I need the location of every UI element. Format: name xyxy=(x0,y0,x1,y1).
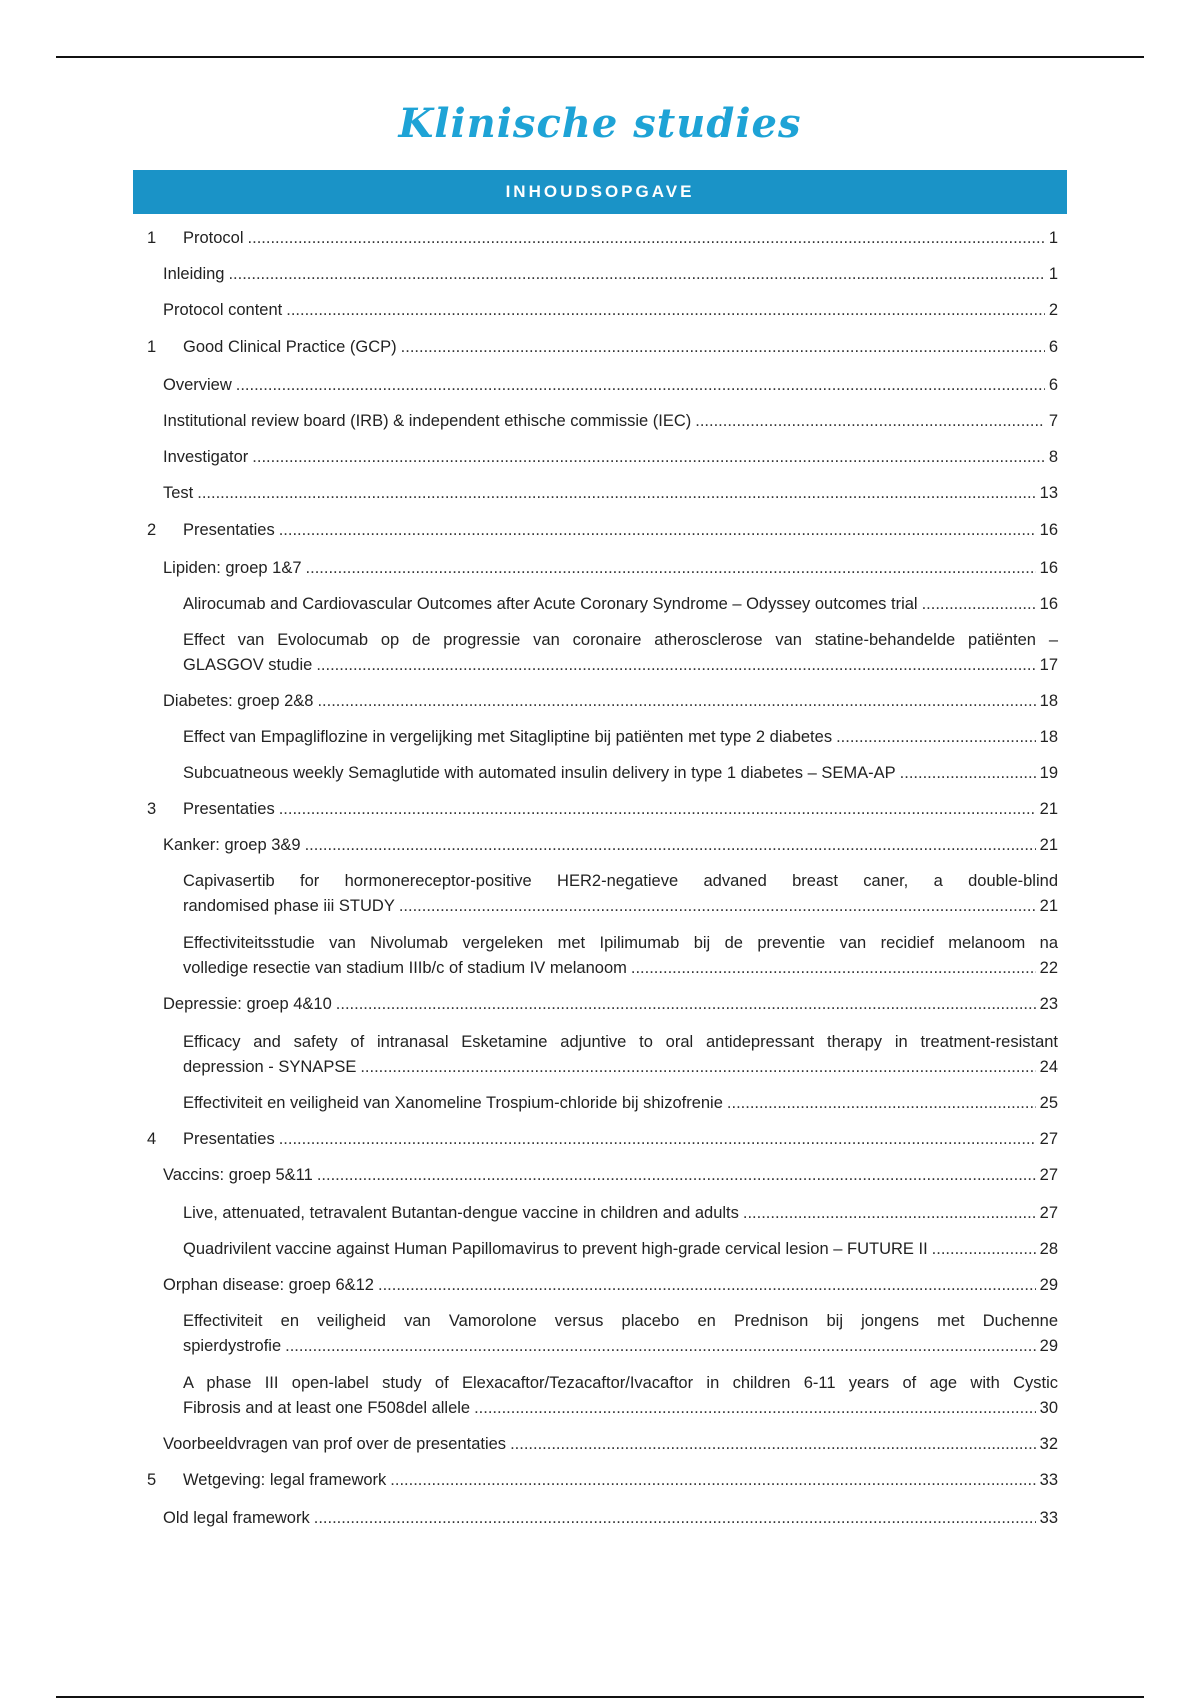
toc-entry-title: Overview xyxy=(163,376,232,394)
toc-entry-title: Kanker: groep 3&9 xyxy=(163,836,301,854)
toc-entry-title-line1: A phase III open-label study of Elexacaftor/Tezacaftor/Ivacaftor in children 6-11 years of age with Cystic xyxy=(183,1374,1058,1392)
toc-entry[interactable] xyxy=(163,556,1058,581)
toc-entry-title: randomised phase iii STUDY xyxy=(183,897,395,915)
toc-entry[interactable] xyxy=(163,992,1058,1017)
toc-entry-title: Effectiviteit en veiligheid van Xanomeline Trospium-chloride bij shizofrenie xyxy=(183,1094,723,1112)
toc-entry[interactable] xyxy=(163,1506,1058,1531)
toc-entry[interactable] xyxy=(147,1127,1058,1152)
toc-entry-title: depression - SYNAPSE xyxy=(183,1058,357,1076)
toc-entry[interactable] xyxy=(183,725,1058,750)
toc-entry-title: Presentaties xyxy=(183,1130,275,1148)
toc-entry[interactable] xyxy=(183,931,1058,981)
toc-entry-page: 33 xyxy=(1039,1509,1058,1527)
toc-leader xyxy=(236,373,1045,398)
toc-entry-page: 18 xyxy=(1039,728,1058,746)
toc-leader xyxy=(510,1432,1036,1457)
toc-entry-title: Inleiding xyxy=(163,265,225,283)
toc-entry[interactable] xyxy=(183,1091,1058,1116)
toc-entry-title: Orphan disease: groep 6&12 xyxy=(163,1276,374,1294)
toc-entry-page: 2 xyxy=(1048,301,1058,319)
toc-entry-page: 27 xyxy=(1039,1204,1058,1222)
toc-entry-page: 33 xyxy=(1039,1471,1058,1489)
toc-entry[interactable] xyxy=(183,1309,1058,1359)
toc-leader xyxy=(279,518,1036,543)
toc-entry-page: 16 xyxy=(1039,559,1058,577)
toc-entry[interactable] xyxy=(183,592,1058,617)
toc-leader xyxy=(390,1468,1035,1493)
toc-entry-page: 24 xyxy=(1039,1058,1058,1076)
toc-leader xyxy=(922,592,1036,617)
toc-entry-page: 22 xyxy=(1039,959,1058,977)
document-title: Klinische studies xyxy=(398,100,802,147)
toc-entry[interactable] xyxy=(147,518,1058,543)
toc-entry[interactable] xyxy=(183,1030,1058,1080)
toc-entry[interactable] xyxy=(183,1201,1058,1226)
toc-entry[interactable] xyxy=(147,226,1058,251)
toc-entry-title-line1: Efficacy and safety of intranasal Esketamine adjuntive to oral antidepressant therapy in treatment-resistant xyxy=(183,1033,1058,1051)
toc-leader xyxy=(228,262,1044,287)
toc-entry[interactable] xyxy=(183,628,1058,678)
toc-entry[interactable] xyxy=(163,1163,1058,1188)
toc-leader xyxy=(932,1237,1036,1262)
toc-leader xyxy=(399,894,1036,919)
toc-entry-title: GLASGOV studie xyxy=(183,656,313,674)
toc-entry-title: volledige resectie van stadium IIIb/c of stadium IV melanoom xyxy=(183,959,627,977)
toc-leader xyxy=(836,725,1036,750)
toc-leader xyxy=(316,653,1035,678)
toc-entry-title: Diabetes: groep 2&8 xyxy=(163,692,314,710)
toc-entry-page: 1 xyxy=(1048,265,1058,283)
toc-entry-number: 2 xyxy=(147,521,157,539)
toc-entry-title: Wetgeving: legal framework xyxy=(183,1471,387,1489)
toc-leader xyxy=(743,1201,1036,1226)
toc-entry-title: Protocol content xyxy=(163,301,283,319)
toc-entry[interactable] xyxy=(147,335,1058,360)
toc-leader xyxy=(248,226,1045,251)
toc-leader xyxy=(900,761,1036,786)
toc-entry-page: 17 xyxy=(1039,656,1058,674)
toc-entry-number: 5 xyxy=(147,1471,157,1489)
toc-leader xyxy=(279,1127,1036,1152)
toc-entry[interactable] xyxy=(183,1371,1058,1421)
toc-entry-title: Voorbeeldvragen van prof over de presentaties xyxy=(163,1435,507,1453)
toc-entry[interactable] xyxy=(163,1432,1058,1457)
toc-entry-page: 18 xyxy=(1039,692,1058,710)
toc-entry-page: 8 xyxy=(1048,448,1058,466)
footer-rule xyxy=(56,1696,1144,1698)
toc-entry-page: 21 xyxy=(1039,800,1058,818)
toc-entry-title: Effect van Empagliflozine in vergelijking met Sitagliptine bij patiënten met type 2 diabetes xyxy=(183,728,833,746)
toc-leader xyxy=(197,481,1035,506)
toc-entry-title: Depressie: groep 4&10 xyxy=(163,995,332,1013)
toc-leader xyxy=(252,445,1045,470)
toc-entry-page: 30 xyxy=(1039,1399,1058,1417)
toc-leader xyxy=(336,992,1036,1017)
toc-entry-title: Fibrosis and at least one F508del allele xyxy=(183,1399,471,1417)
toc-entry[interactable] xyxy=(163,262,1058,287)
toc-entry-page: 23 xyxy=(1039,995,1058,1013)
toc-entry-page: 7 xyxy=(1048,412,1058,430)
toc-entry-number: 4 xyxy=(147,1130,157,1148)
toc-entry-number: 3 xyxy=(147,800,157,818)
toc-entry[interactable] xyxy=(163,481,1058,506)
toc-leader xyxy=(306,556,1036,581)
toc-entry-page: 6 xyxy=(1048,376,1058,394)
toc-entry-page: 21 xyxy=(1039,897,1058,915)
toc-entry[interactable] xyxy=(183,869,1058,919)
toc-entry-page: 16 xyxy=(1039,521,1058,539)
toc-entry-title: Presentaties xyxy=(183,521,275,539)
toc-entry-title: Institutional review board (IRB) & independent ethische commissie (IEC) xyxy=(163,412,692,430)
toc-leader xyxy=(360,1055,1035,1080)
toc-entry-page: 27 xyxy=(1039,1130,1058,1148)
toc-entry[interactable] xyxy=(163,689,1058,714)
toc-entry-page: 25 xyxy=(1039,1094,1058,1112)
toc-entry-title: Presentaties xyxy=(183,800,275,818)
toc-entry-title-line1: Effect van Evolocumab op de progressie van coronaire atherosclerose van statine-behandelde patiënten – xyxy=(183,631,1058,649)
toc-entry-page: 1 xyxy=(1048,229,1058,247)
toc-entry-page: 16 xyxy=(1039,595,1058,613)
toc-entry-title: Old legal framework xyxy=(163,1509,310,1527)
toc-entry-title: Vaccins: groep 5&11 xyxy=(163,1166,313,1184)
toc-entry-title: Alirocumab and Cardiovascular Outcomes after Acute Coronary Syndrome – Odyssey outcomes trial xyxy=(183,595,918,613)
toc-leader xyxy=(727,1091,1036,1116)
toc-entry-page: 19 xyxy=(1039,764,1058,782)
toc-entry-page: 13 xyxy=(1039,484,1058,502)
toc-entry[interactable] xyxy=(163,409,1058,434)
toc-entry[interactable] xyxy=(163,298,1058,323)
toc-entry-title: Investigator xyxy=(163,448,249,466)
toc-banner: INHOUDSOPGAVE xyxy=(133,170,1067,214)
toc-leader xyxy=(317,689,1035,714)
toc-entry-title-line1: Effectiviteit en veiligheid van Vamorolone versus placebo en Prednison bij jongens met Duchenne xyxy=(183,1312,1058,1330)
toc-entry[interactable] xyxy=(183,761,1058,786)
toc-entry[interactable] xyxy=(183,1237,1058,1262)
toc-leader xyxy=(305,833,1036,858)
toc-entry[interactable] xyxy=(147,1468,1058,1493)
toc-entry-title: Good Clinical Practice (GCP) xyxy=(183,338,397,356)
toc-entry-title: Quadrivilent vaccine against Human Papillomavirus to prevent high-grade cervical lesion – FUTURE II xyxy=(183,1240,928,1258)
toc-leader xyxy=(286,298,1045,323)
toc-leader xyxy=(474,1396,1036,1421)
toc-leader xyxy=(401,335,1045,360)
toc-entry[interactable] xyxy=(147,797,1058,822)
toc-entry-page: 28 xyxy=(1039,1240,1058,1258)
toc-leader xyxy=(314,1506,1036,1531)
toc-entry-title: Protocol xyxy=(183,229,244,247)
toc-leader xyxy=(631,956,1036,981)
toc-entry-title-line1: Effectiviteitsstudie van Nivolumab vergeleken met Ipilimumab bij de preventie van recidief melanoom na xyxy=(183,934,1058,952)
toc-entry[interactable] xyxy=(163,445,1058,470)
toc-entry-page: 21 xyxy=(1039,836,1058,854)
toc-entry-page: 32 xyxy=(1039,1435,1058,1453)
toc-entry-title: Subcuatneous weekly Semaglutide with automated insulin delivery in type 1 diabetes – SEMA-AP xyxy=(183,764,896,782)
toc-entry[interactable] xyxy=(163,1273,1058,1298)
toc-leader xyxy=(317,1163,1036,1188)
toc-leader xyxy=(285,1334,1036,1359)
toc-entry[interactable] xyxy=(163,833,1058,858)
toc-entry-page: 29 xyxy=(1039,1276,1058,1294)
toc-entry-number: 1 xyxy=(147,338,157,356)
toc-entry-page: 29 xyxy=(1039,1337,1058,1355)
toc-leader xyxy=(378,1273,1036,1298)
toc-entry-page: 6 xyxy=(1048,338,1058,356)
toc-leader xyxy=(695,409,1045,434)
toc-entry-number: 1 xyxy=(147,229,157,247)
toc-entry-title: spierdystrofie xyxy=(183,1337,282,1355)
toc-entry[interactable] xyxy=(163,373,1058,398)
toc-entry-title-line1: Capivasertib for hormonereceptor-positive HER2-negatieve advaned breast caner, a double-blind xyxy=(183,872,1058,890)
toc-entry-title: Live, attenuated, tetravalent Butantan-dengue vaccine in children and adults xyxy=(183,1204,739,1222)
toc-entry-page: 27 xyxy=(1039,1166,1058,1184)
header-rule xyxy=(56,56,1144,58)
toc-entry-title: Lipiden: groep 1&7 xyxy=(163,559,302,577)
toc-leader xyxy=(279,797,1036,822)
toc-entry-title: Test xyxy=(163,484,194,502)
